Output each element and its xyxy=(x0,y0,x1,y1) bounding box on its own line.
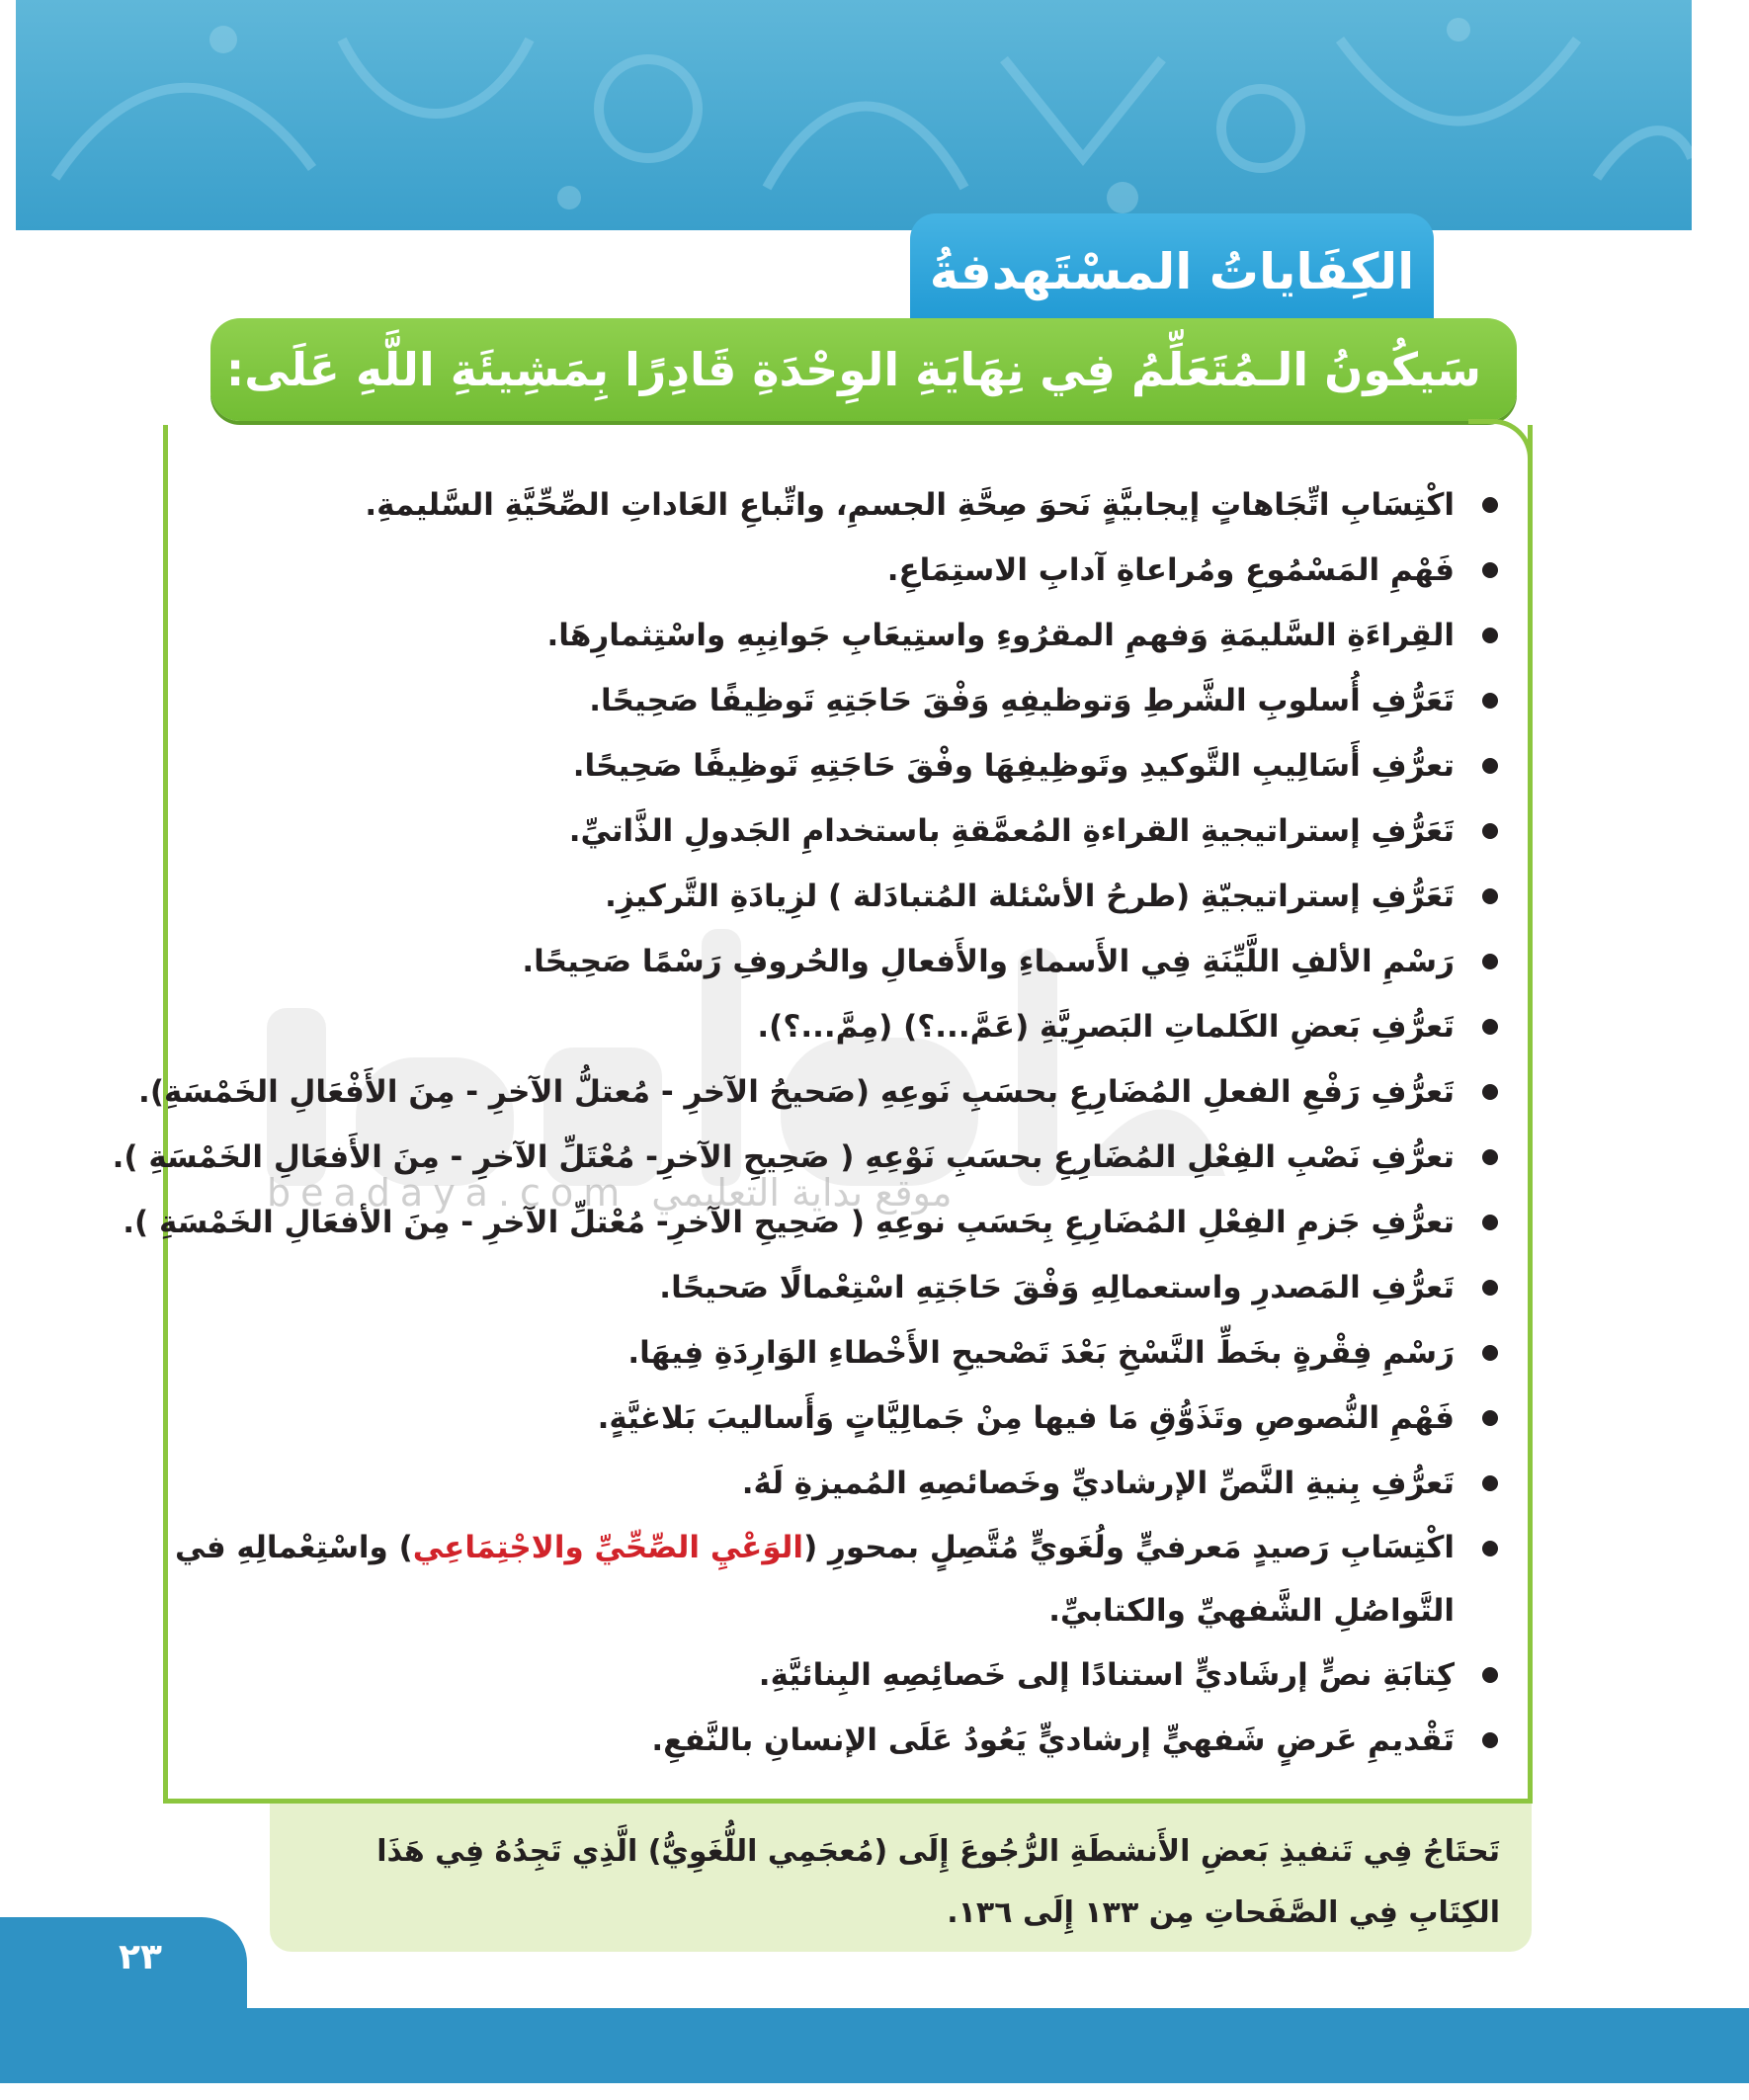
objective-item: تَعرُّفِ بِنيةِ النَّصِّ الإرشاديِّ وخَصائصِهِ المُميزةِ لَهُ. xyxy=(99,1451,1502,1516)
objective-item: اكْتِسَابِ اتِّجَاهاتٍ إيجابيَّةٍ نَحوَ صِحَّةِ الجسمِ، واتِّباعِ العَاداتِ الصِّحِّيَّةِ السَّليمةِ. xyxy=(99,472,1502,538)
bullet-icon xyxy=(1482,1667,1498,1683)
bullet-icon xyxy=(1482,823,1498,839)
objective-item: رَسْمِ الألفِ اللَّيِّنَةِ فِي الأَسماءِ والأَفعالِ والحُروفِ رَسْمًا صَحِيحًا. xyxy=(99,929,1502,994)
objectives-list xyxy=(99,472,1502,1773)
objective-item: كِتابَةِ نصٍّ إرشَاديٍّ استنادًا إلى خَصائِصِهِ البِنائيَّةِ. xyxy=(99,1642,1502,1708)
bullet-icon xyxy=(1482,1410,1498,1426)
title-tab xyxy=(910,213,1434,330)
objective-item: تَعرُّفِ المَصدرِ واستعمالِهِ وَفْقَ حَاجَتِهِ اسْتِعْمالًا صَحيحًا. xyxy=(99,1255,1502,1320)
bullet-icon xyxy=(1482,1280,1498,1296)
bullet-icon xyxy=(1482,954,1498,969)
bullet-icon xyxy=(1482,1345,1498,1361)
bullet-icon xyxy=(1482,1084,1498,1100)
page-number: ٢٣ xyxy=(119,1937,162,1977)
objective-item: تَعَرُّفِ إستراتيجيّةِ (طرحُ الأسْئلة المُتبادَلة ) لزِيادَةِ التَّركيزِ. xyxy=(99,864,1502,929)
objective-item: تَعرُّفِ رَفْعِ الفعلِ المُضَارِعِ بحسَبِ نَوعِهِ (صَحيحُ الآخرِ - مُعتلُّ الآخرِ - مِنَ الأَفْعَالِ الخَمْسَةِ). xyxy=(99,1059,1502,1125)
banner-pattern xyxy=(16,0,1692,230)
subtitle-bar xyxy=(210,318,1517,421)
objective-item: فَهْمِ المَسْمُوعِ ومُراعاةِ آدابِ الاستِمَاعِ. xyxy=(99,538,1502,603)
bullet-icon xyxy=(1482,1732,1498,1748)
note-box xyxy=(270,1804,1532,1952)
objective-item: تعرُّفِ أَسَالِيبِ التَّوكيدِ وتَوظِيفِهَا وفْقَ حَاجَتِهِ تَوظِيفًا صَحِيحًا. xyxy=(99,733,1502,798)
objective-item: اكْتِسَابِ رَصيدٍ مَعرفيٍّ ولُغَويٍّ مُتَّصِلٍ بمحورِ (الوَعْيِ الصِّحِّيِّ والاجْتِمَاعِي) واسْتِعْمالِهِ في التَّواصُلِ الشَّفهيِّ والكتابيِّ. xyxy=(99,1516,1502,1642)
bullet-icon xyxy=(1482,693,1498,709)
objective-item: فَهْمِ النُّصوصِ وتَذَوُّقِ مَا فيها مِنْ جَمالِيَّاتٍ وَأَساليبَ بَلاغيَّةٍ. xyxy=(99,1386,1502,1451)
objective-item: تعرُّفِ نَصْبِ الفِعْلِ المُضَارِعِ بحسَبِ نَوْعِهِ ( صَحِيحِ الآخرِ- مُعْتَلِّ الآخرِ - مِنَ الأَفعَالِ الخَمْسَةِ ). xyxy=(99,1125,1502,1190)
objective-item: القِراءَةِ السَّليمَةِ وَفهمِ المقرُوءِ واستِيعَابِ جَوانِبِهِ واسْتِثمارِهَا. xyxy=(99,603,1502,668)
bullet-icon xyxy=(1482,1475,1498,1491)
bullet-icon xyxy=(1482,758,1498,774)
bullet-icon xyxy=(1482,562,1498,578)
bottom-band xyxy=(0,2008,1749,2083)
highlight-text: الوَعْيِ الصِّحِّيِّ والاجْتِمَاعِي xyxy=(412,1530,804,1565)
top-decorative-banner xyxy=(16,0,1692,230)
objective-item: تَعرُّفِ بَعضِ الكَلماتِ البَصرِيَّةِ (عَمَّ...؟) (مِمَّ...؟). xyxy=(99,994,1502,1059)
page-title: الكِفَاياتُ المسْتَهدفةُ xyxy=(929,243,1415,300)
objective-item: رَسْمِ فِقْرةٍ بخَطِّ النَّسْخِ بَعْدَ تَصْحيحِ الأَخْطاءِ الوَارِدَةِ فِيهَا. xyxy=(99,1320,1502,1386)
bullet-icon xyxy=(1482,1019,1498,1035)
bullet-icon xyxy=(1482,1541,1498,1556)
note-text: تَحتَاجُ فِي تَنفيذِ بَعضِ الأَنشطَةِ الرُّجُوعَ إِلَى (مُعجَمِي اللُّغَوِيُّ) الَّذِي تَجِدُهُ فِي هَذَا الكِتَابِ فِي الصَّفَحاتِ مِن ١٣٣ إِلَى ١٣٦. xyxy=(376,1834,1500,1930)
bullet-icon xyxy=(1482,1215,1498,1230)
watermark-text: beadaya.com موقع بداية التعليمي xyxy=(267,1171,953,1215)
bullet-icon xyxy=(1482,628,1498,643)
subtitle-text: سَيكُونُ الـمُتَعَلِّمُ فِي نِهَايَةِ الوِحْدَةِ قَادِرًا بِمَشِيئَةِ اللَّهِ عَلَى: xyxy=(225,343,1481,396)
bullet-icon xyxy=(1482,497,1498,513)
objective-item: تعرُّفِ جَزمِ الفِعْلِ المُضَارِعِ بِحَسَبِ نوعِهِ ( صَحِيحِ الآخرِ- مُعْتلِّ الآخرِ - مِنَ الأفعَالِ الخَمْسَةِ ). xyxy=(99,1190,1502,1255)
objective-item: تَعَرُّفِ أُسلوبِ الشَّرطِ وَتوظيفِهِ وَفْقَ حَاجَتِهِ تَوظِيفًا صَحِيحًا. xyxy=(99,668,1502,733)
objective-item: تَقْديمِ عَرضٍ شَفهيٍّ إرشاديٍّ يَعُودُ عَلَى الإنسانِ بالنَّفعِ. xyxy=(99,1708,1502,1773)
bullet-icon xyxy=(1482,1149,1498,1165)
objective-item: تَعَرُّفِ إستراتيجيةِ القراءةِ المُعمَّقةِ باستخدامِ الجَدولِ الذَّاتيِّ. xyxy=(99,798,1502,864)
bullet-icon xyxy=(1482,888,1498,904)
